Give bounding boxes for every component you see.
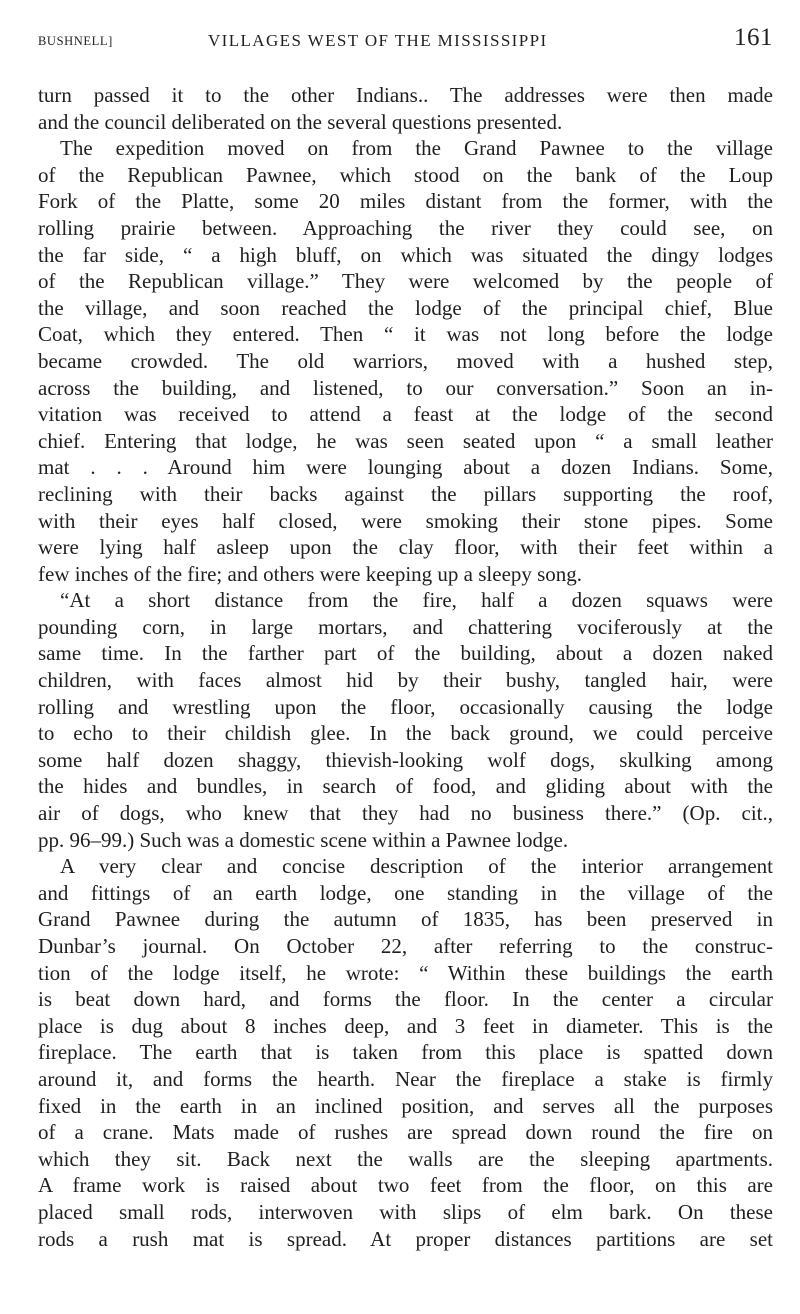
text-line: same time. In the farther part of the building, about a dozen naked — [38, 641, 773, 666]
text-line: is beat down hard, and forms the floor. In the center a circular — [38, 987, 773, 1012]
text-line: place is dug about 8 inches deep, and 3 feet in diameter. This is the — [38, 1013, 773, 1038]
text-line: pp. 96–99.) Such was a domestic scene within a Pawnee lodge. — [38, 827, 569, 852]
text-line: fixed in the earth in an inclined position, and serves all the purposes — [38, 1093, 773, 1118]
body-text — [38, 82, 773, 1252]
text-line: rolling prairie between. Approaching the river they could see, on — [38, 215, 773, 240]
text-line: and fittings of an earth lodge, one standing in the village of the — [38, 880, 773, 905]
text-line: few inches of the fire; and others were keeping up a sleepy song. — [38, 561, 583, 586]
book-page — [38, 0, 773, 1314]
text-line: chief. Entering that lodge, he was seen seated upon “ a small leather — [38, 428, 773, 453]
text-line: across the building, and listened, to our conversation.” Soon an in- — [38, 375, 773, 400]
text-line: the hides and bundles, in search of food, and gliding about with the — [38, 774, 773, 799]
text-line: rolling and wrestling upon the floor, occasionally causing the lodge — [38, 694, 773, 719]
text-line: A frame work is raised about two feet from the floor, on this are — [38, 1173, 773, 1198]
text-line: of a crane. Mats made of rushes are spread down round the fire on — [38, 1120, 773, 1145]
text-line: Fork of the Platte, some 20 miles distant from the former, with the — [38, 189, 773, 214]
text-line: A very clear and concise description of the interior arrangement — [60, 854, 773, 879]
text-line: of the Republican Pawnee, which stood on the bank of the Loup — [38, 162, 773, 187]
text-line: to echo to their childish glee. In the back ground, we could perceive — [38, 721, 773, 746]
page-number: 161 — [734, 24, 773, 51]
text-line: The expedition moved on from the Grand Pawnee to the village — [60, 136, 773, 161]
text-line: which they sit. Back next the walls are the sleeping apartments. — [38, 1146, 773, 1171]
text-line: mat . . . Around him were lounging about a dozen Indians. Some, — [38, 455, 773, 480]
text-line: some half dozen shaggy, thievish-looking wolf dogs, skulking among — [38, 747, 773, 772]
text-line: fireplace. The earth that is taken from this place is spatted down — [38, 1040, 773, 1065]
text-line: air of dogs, who knew that they had no business there.” (Op. cit., — [38, 801, 773, 826]
text-line: of the Republican village.” They were welcomed by the people of — [38, 269, 773, 294]
text-line: were lying half asleep upon the clay floor, with their feet within a — [38, 535, 773, 560]
text-line: rods a rush mat is spread. At proper distances partitions are set — [38, 1226, 773, 1251]
text-line: children, with faces almost hid by their bushy, tangled hair, were — [38, 668, 773, 693]
text-line: Coat, which they entered. Then “ it was not long before the lodge — [38, 322, 773, 347]
text-line: vitation was received to attend a feast at the lodge of the second — [38, 402, 773, 427]
running-head-title: VILLAGES WEST OF THE MISSISSIPPI — [208, 31, 548, 50]
text-line: became crowded. The old warriors, moved with a hushed step, — [38, 348, 773, 373]
text-line: Dunbar’s journal. On October 22, after referring to the construc- — [38, 934, 773, 958]
text-line: around it, and forms the hearth. Near the fireplace a stake is firmly — [38, 1066, 773, 1091]
text-line: tion of the lodge itself, he wrote: “ Within these buildings the earth — [38, 960, 773, 985]
text-line: turn passed it to the other Indians.. The addresses were then made — [38, 83, 773, 107]
running-head-author: BUSHNELL] — [38, 34, 113, 48]
text-line: placed small rods, interwoven with slips of elm bark. On these — [38, 1199, 773, 1224]
text-line: pounding corn, in large mortars, and chattering vociferously at the — [38, 614, 773, 639]
text-line: reclining with their backs against the pillars supporting the roof, — [38, 481, 773, 506]
text-line: the far side, “ a high bluff, on which was situated the dingy lodges — [38, 242, 773, 267]
running-head — [38, 18, 773, 58]
text-line: and the council deliberated on the several questions presented. — [38, 109, 563, 134]
text-line: the village, and soon reached the lodge of the principal chief, Blue — [38, 295, 773, 320]
text-line: with their eyes half closed, were smoking their stone pipes. Some — [38, 508, 773, 533]
text-line: “At a short distance from the fire, half a dozen squaws were — [60, 588, 773, 613]
text-line: Grand Pawnee during the autumn of 1835, has been preserved in — [38, 907, 773, 932]
